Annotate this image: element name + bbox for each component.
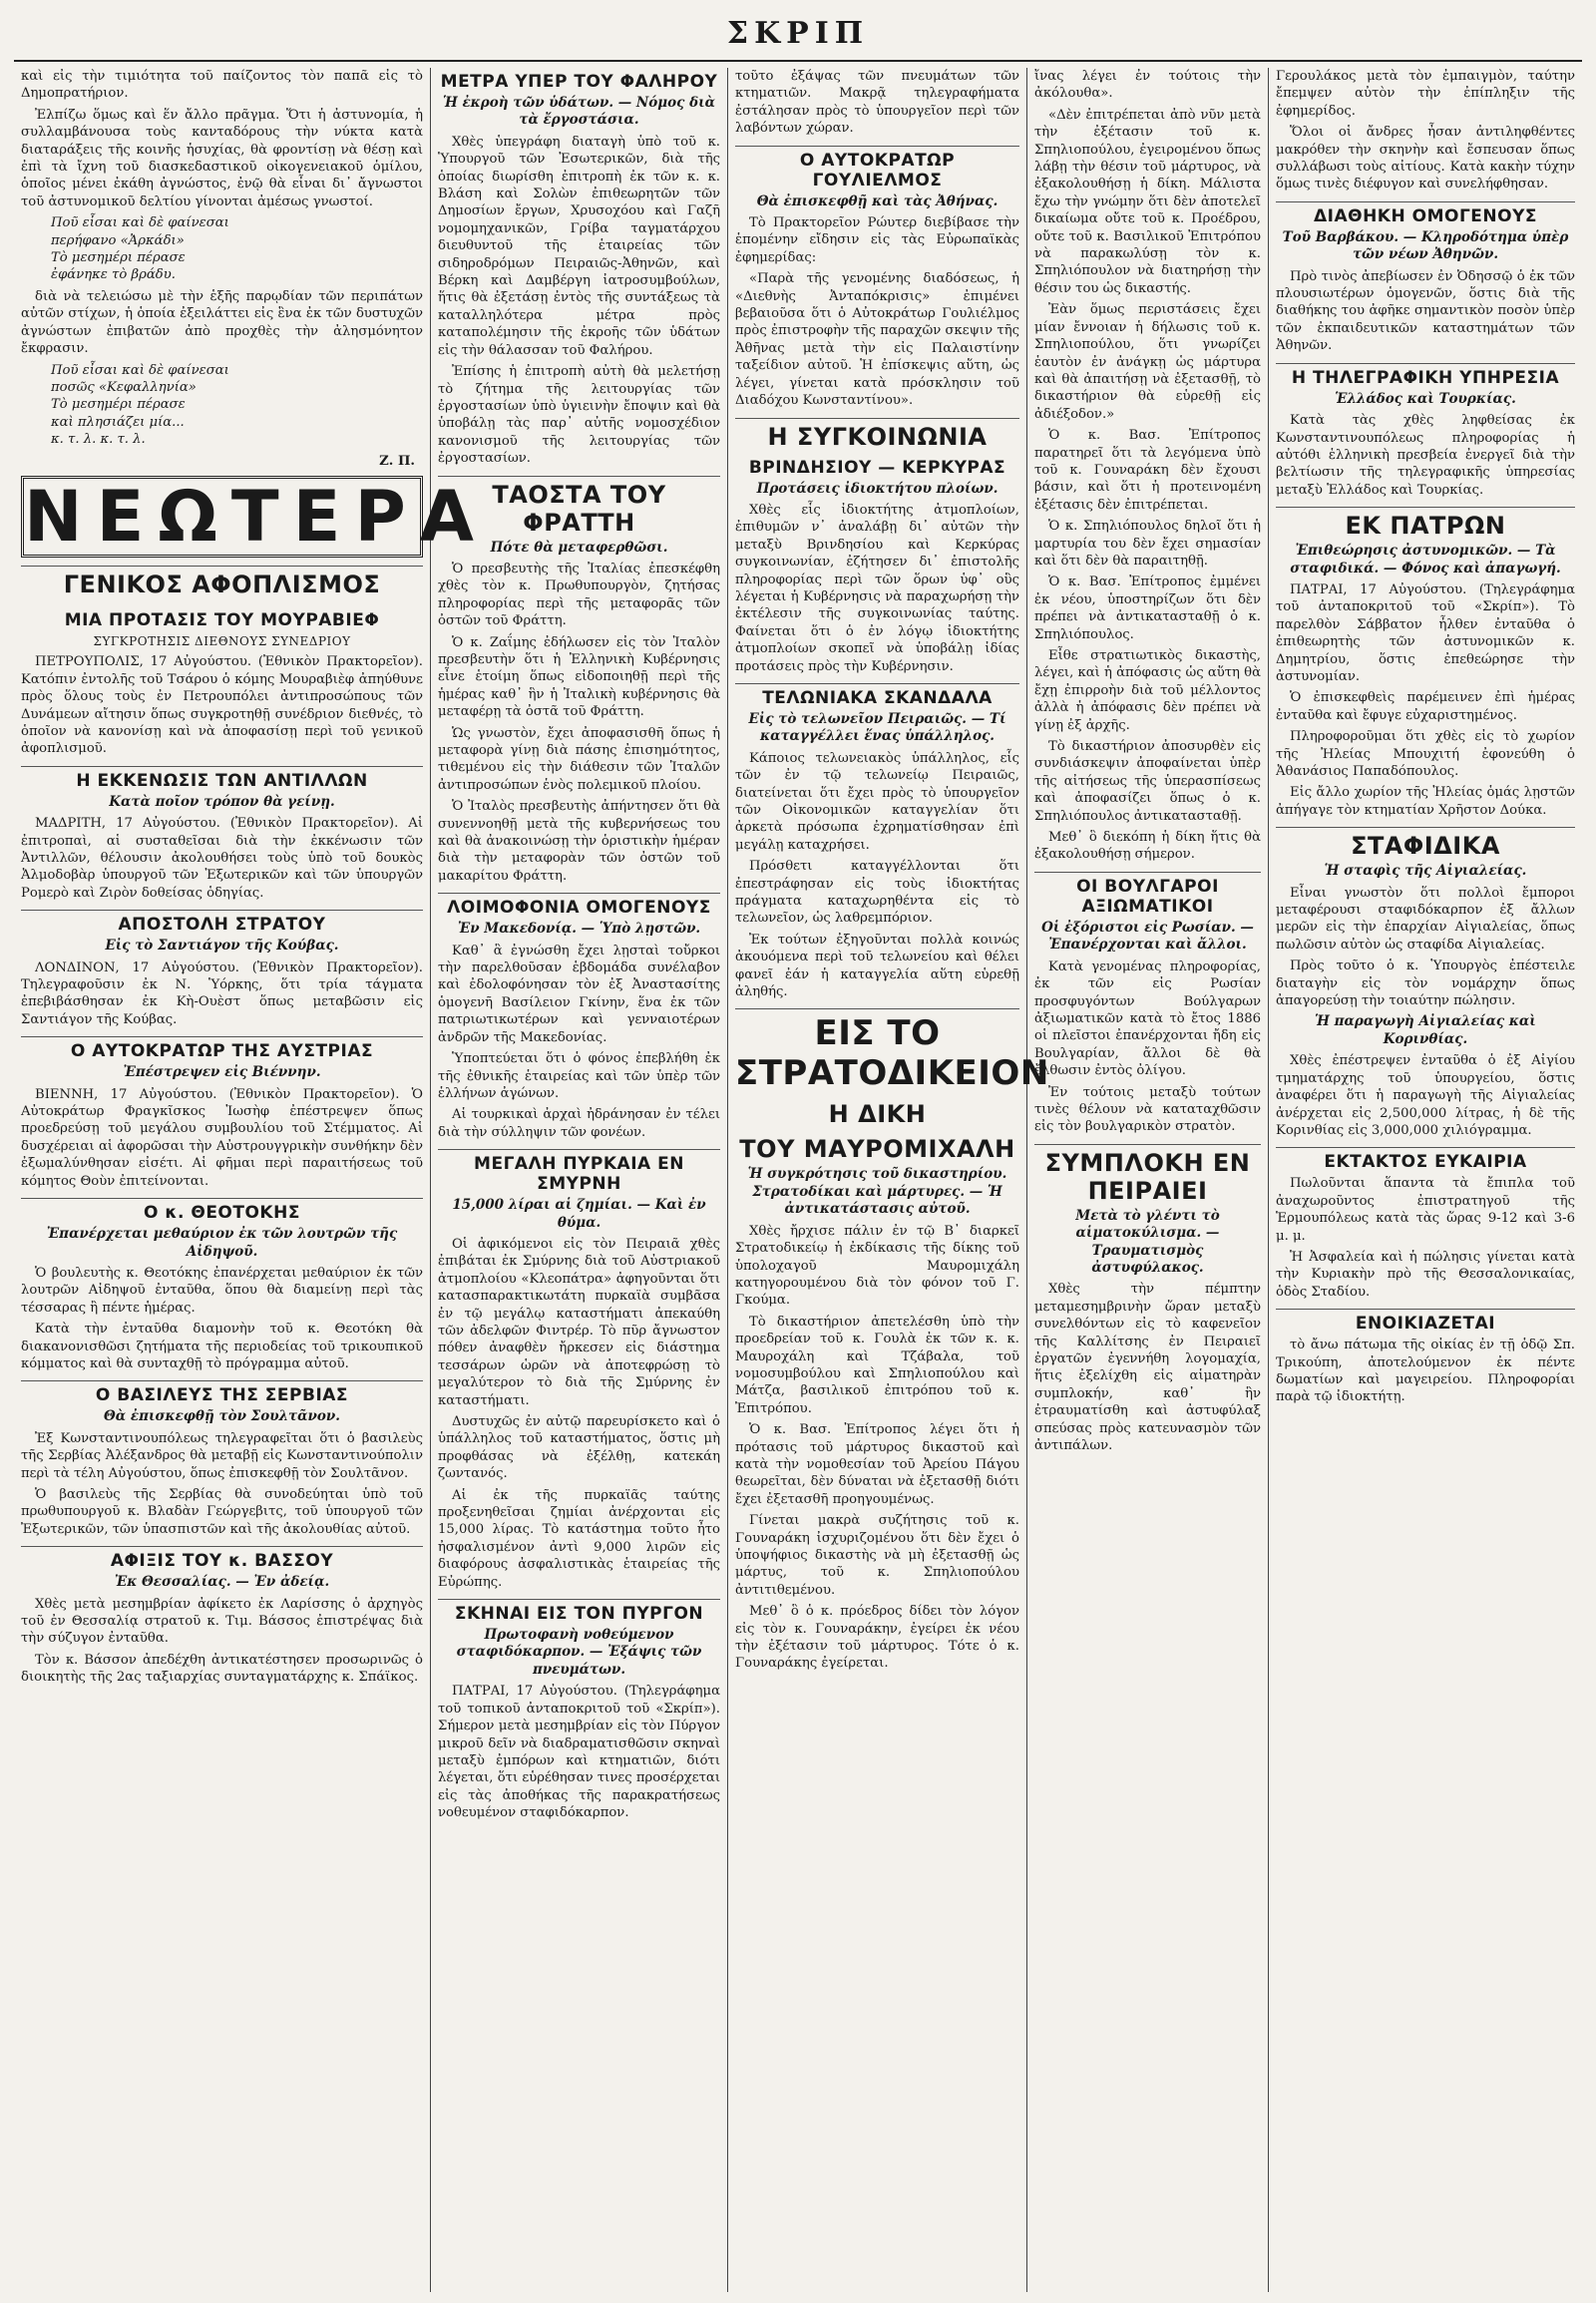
- headline: ΤΑΟΣΤΑ ΤΟΥ ΦΡΑΤΤΗ: [438, 476, 720, 537]
- headline: Η ΤΗΛΕΓΡΑΦΙΚΗ ΥΠΗΡΕΣΙΑ: [1276, 363, 1575, 388]
- article-text: Πληροφοροῦμαι ὅτι χθὲς εἰς τὸ χωρίον τῆς Ἠλείας Μπουχιτή ἐφονεύθη ὁ Ἀθανάσιος Παπαδόπουλος.: [1276, 729, 1575, 779]
- subheadline: Τοῦ Βαρβάκου. — Κληροδότημα ὑπὲρ τῶν νέων Ἀθηνῶν.: [1282, 228, 1569, 263]
- article-text: Καθ᾽ ἃ ἐγνώσθη ἔχει λῃσταὶ τοὔρκοι τὴν παρελθοῦσαν ἑβδομάδα συνέλαβον καὶ ἐδολοφόνησαν τὸν ἐξ Ἀναστασίτης ὁμογενῆ Βασίλειον Γκίνην, ἕνα ἐκ τῶν πατριωτικωτέρων καὶ γενναιοτέρων ἀνδρῶν τῆς Μακεδονίας.: [438, 943, 720, 1045]
- article-text: Ὁ κ. Βασ. Ἐπίτροπος ἐμμένει ἐκ νέου, ὑποστηρίζων ὅτι δὲν πρέπει νὰ ἀντικατασταθῇ ὁ κ. Σπηλιόπουλος.: [1034, 575, 1261, 642]
- column-2: [431, 68, 728, 2292]
- article-text: Ὁ ἐπισκεφθεὶς παρέμεινεν ἐπὶ ἡμέρας ἐνταῦθα καὶ ἔφυγε εὐχαριστημένος.: [1276, 690, 1575, 723]
- article-text: ΠΕΤΡΟΥΠΟΛΙΣ, 17 Αὐγούστου. (Ἐθνικὸν Πρακτορεῖον). Κατόπιν ἐντολῆς τοῦ Τσάρου ὁ κόμης Μουραβιὲφ ἀπηύθυνε πρὸς ὅλους τοὺς ἐν Πετρουπόλει ἀντιπροσώπους τῶν Δυνάμεων αἴτησιν ὅπως συγκροτηθῇ συνέδριον διεθνές, τὸ ὁποῖον νὰ κανονίσῃ καὶ νὰ ἀποφασίσῃ περὶ τοῦ γενικοῦ ἀφοπλισμοῦ.: [21, 654, 423, 757]
- headline: Η ΔΙΚΗ: [828, 1100, 927, 1129]
- article-text: ΠΑΤΡΑΙ, 17 Αὐγούστου. (Τηλεγράφημα τοῦ ἀνταποκριτοῦ τοῦ «Σκρίπ»). Τὸ παρελθὸν Σάββατον ἦλθεν ἐνταῦθα ὁ ἐπιθεωρητὴς τῶν ἀστυνομικῶν κ. Δημητρίου, ὅστις ἐπεθεώρησε τὴν ἀστυνομίαν.: [1276, 581, 1575, 684]
- signature: Ζ. Π.: [379, 453, 415, 469]
- subheadline: Πότε θὰ μεταφερθῶσι.: [490, 539, 668, 556]
- subheadline: Ἐπιθεώρησις ἀστυνομικῶν. — Τὰ σταφιδικά. — Φόνος καὶ ἀπαγωγή.: [1290, 543, 1561, 576]
- headline: ΕΝΟΙΚΙΑΖΕΤΑΙ: [1276, 1309, 1575, 1334]
- headline: ΔΙΑΘΗΚΗ ΟΜΟΓΕΝΟΥΣ: [1276, 201, 1575, 226]
- headline: ΟΙ ΒΟΥΛΓΑΡΟΙ ΑΞΙΩΜΑΤΙΚΟΙ: [1034, 872, 1261, 917]
- article-text: Ἐὰν ὅμως περιστάσεις ἔχει μίαν ἔννοιαν ἡ δήλωσις τοῦ κ. Σπηλιοπούλου, ὅτι γνωρίζει ἑαυτὸν ἐν ἀνάγκῃ ὡς μάρτυρα καὶ θὰ ἀπαιτήσῃ νὰ ἐξετασθῇ, τὸ δικαστήριον θὰ εὑρεθῇ εἰς ἀδιέξοδον.»: [1034, 302, 1261, 422]
- article-text: Χθὲς ἤρχισε πάλιν ἐν τῷ Β᾽ διαρκεῖ Στρατοδικείῳ ἡ ἐκδίκασις τῆς δίκης τοῦ ὑπολοχαγοῦ Μαυρομιχάλη κατηγορουμένου διὰ τὸν φόνον τοῦ Γ. Γκούμα.: [735, 1223, 1019, 1309]
- article-text: Χθὲς ἐπέστρεψεν ἐνταῦθα ὁ ἐξ Αἰγίου τμηματάρχης τοῦ ὑπουργείου, ὅστις ἀναφέρει ὅτι ἡ παραγωγὴ τῆς Αἰγιαλείας ἀνέρχεται εἰς 2,500,000 λίτρας, ἡ δὲ τῆς Κορινθίας εἰς 3,000,000 χιλιόγραμμα.: [1276, 1053, 1575, 1138]
- headline: ΜΕΤΡΑ ΥΠΕΡ ΤΟΥ ΦΑΛΗΡΟΥ: [440, 72, 718, 92]
- column-1: [14, 68, 488, 2292]
- column-4: [1027, 68, 1269, 2292]
- article-text: Μεθ᾽ ὃ διεκόπη ἡ δίκη ἥτις θὰ ἐξακολουθήσῃ σήμερον.: [1034, 830, 1261, 863]
- subheadline: 15,000 λίραι αἱ ζημίαι. — Καὶ ἐν θύμα.: [452, 1197, 706, 1231]
- article-text: Ὁ βουλευτὴς κ. Θεοτόκης ἐπανέρχεται μεθαύριον ἐκ τῶν λουτρῶν Αἰδηψοῦ ἐνταῦθα, ὅπου θὰ διαμείνῃ περὶ τὰς τέσσαρας ἢ πέντε ἡμέρας.: [21, 1265, 423, 1316]
- subheadline: Εἰς τὸ τελωνεῖον Πειραιῶς. — Τί καταγγέλλει ἕνας ὑπάλληλος.: [748, 710, 1006, 745]
- article-text: Ἡ Ἀσφαλεία καὶ ἡ πώλησις γίνεται κατὰ τὴν Κυριακὴν πρὸ τῆς Θεσσαλονικαίας, ὁδὸς Σταδίου.: [1276, 1249, 1575, 1300]
- article-text: Ἐκ τούτων ἐξηγοῦνται πολλὰ κοινώς ἀκουόμενα περὶ τοῦ τελωνείου καὶ θέλει φανεῖ ἐάν ἡ καταγγελία αὕτη εὑρεθῇ ἀληθής.: [735, 932, 1019, 1000]
- subheadline: Ἡ σταφὶς τῆς Αἰγιαλείας.: [1324, 863, 1527, 880]
- article-text: Ὁ πρεσβευτὴς τῆς Ἰταλίας ἐπεσκέφθη χθὲς τὸν κ. Πρωθυπουργὸν, ζητήσας πληροφορίας περὶ τῆς μεταφορᾶς τῶν ὀστῶν τοῦ Φράττη.: [438, 561, 720, 629]
- article-text: ἴνας λέγει ἐν τούτοις τὴν ἀκόλουθα».: [1034, 69, 1261, 102]
- subheadline: Εἰς τὸ Σαντιάγον τῆς Κούβας.: [105, 938, 339, 955]
- poem: [51, 214, 423, 284]
- article-text: Μεθ᾽ ὃ ὁ κ. πρόεδρος δίδει τὸν λόγον εἰς τὸν κ. Γουναράκην, ἐγείρει ἐκ νέου τὴν ἐξέτασιν τοῦ μάρτυρος. Τότε ὁ κ. Γουναράκης ἐγείρεται.: [735, 1604, 1019, 1672]
- article-text: Ἐξ Κωνσταντινουπόλεως τηλεγραφεῖται ὅτι ὁ βασιλεὺς τῆς Σερβίας Ἀλέξανδρος θὰ μεταβῇ εἰς Κωνσταντινούπολιν περὶ τὰ τέλη Αὐγούστου, ὅπως ἐπισκεφθῇ τὸν Σουλτᾶνον.: [21, 1430, 423, 1481]
- subheadline: ΣΥΓΚΡΟΤΗΣΙΣ ΔΙΕΘΝΟΥΣ ΣΥΝΕΔΡΙΟΥ: [93, 633, 351, 648]
- headline: ΤΕΛΩΝΙΑΚΑ ΣΚΑΝΔΑΛΑ: [735, 683, 1019, 708]
- article-text: Κατὰ γενομένας πληροφορίας, ἐκ τῶν εἰς Ρωσίαν προσφυγόντων Βούλγαρων ἀξιωματικῶν κατὰ τὸ ἔτος 1886 οἱ πλεῖστοι ἐπανέρχονται ἤδη εἰς Βουλγαρίαν, ἄλλοι δὲ θὰ ἔλθωσιν ἐντὸς ὀλίγου.: [1034, 959, 1261, 1079]
- subheadline: Ἡ παραγωγὴ Αἰγιαλείας καὶ Κορινθίας.: [1315, 1013, 1536, 1047]
- headline: ΕΙΣ ΤΟ ΣΤΡΑΤΟΔΙΚΕΙΟΝ: [735, 1008, 1019, 1093]
- article-text: Ἐν τούτοις μεταξὺ τούτων τινὲς θέλουν νὰ καταταχθῶσιν εἰς τὸν βουλγαρικὸν στρατὸν.: [1034, 1084, 1261, 1135]
- article-text: Δυστυχῶς ἐν αὐτῷ παρευρίσκετο καὶ ὁ ὑπάλληλος τοῦ καταστήματος, ὅστις μὴ προφθάσας νὰ ἐξέλθῃ, κατεκάη ζωντανός.: [438, 1414, 720, 1482]
- poem-line: ἐφάνηκε τὸ βράδυ.: [51, 267, 176, 283]
- article-text: ΒΙΕΝΝΗ, 17 Αὐγούστου. (Ἐθνικὸν Πρακτορεῖον). Ὁ Αὐτοκράτωρ Φραγκῖσκος Ἰωσὴφ ἐπέστρεψεν ὅπως προεδρεύσῃ τοῦ μεγάλου συμβουλίου τοῦ Στέμματος. Αἱ δυσχέρειαι αἱ ἀφορῶσαι τὴν Αὐστρουγγρικὴν συνθήκην δὲν ἐξωμαλύνθησαν εἰσέτι. Αἱ φῆμαι περὶ παραιτήσεως τοῦ κόμητος Θοὺν ἐπιτείνονται.: [21, 1086, 423, 1189]
- headline: ΕΚ ΠΑΤΡΩΝ: [1276, 507, 1575, 540]
- poem-line: ποσῶς «Κεφαλληνία»: [51, 379, 197, 395]
- headline: ΜΕΓΑΛΗ ΠΥΡΚΑΙΑ ΕΝ ΣΜΥΡΝΗ: [438, 1149, 720, 1194]
- article-text: Ὁ κ. Ζαΐμης ἐδήλωσεν εἰς τὸν Ἰταλὸν πρεσβευτὴν ὅτι ἡ Ἑλληνικὴ Κυβέρνησις εἶνε ἑτοίμη ὅπως εἰδοποιηθῇ περὶ τῆς ἡμέρας καθ᾽ ἣν ἡ Ἰταλικὴ κυβέρνησις θὰ μεταφέρῃ τὰ ὀστᾶ τοῦ Φράττη.: [438, 634, 720, 720]
- article-text: Ὅλοι οἱ ἄνδρες ἦσαν ἀντιληφθέντες μακρόθεν τὴν σκηνὴν καὶ ἔσπευσαν ὅπως συλλάβωσι τοὺς αἰτίους. Κατὰ κακὴν τύχην ὅμως τινὲς διέφυγον καὶ συνελήφθησαν.: [1276, 125, 1575, 192]
- subheadline: Ἐπανέρχεται μεθαύριον ἐκ τῶν λουτρῶν τῆς Αἰδηψοῦ.: [46, 1226, 398, 1260]
- poem-line: καὶ πλησιάζει μία...: [51, 414, 185, 430]
- column-5: [1269, 68, 1582, 2292]
- poem-line: περήφανο «Ἀρκάδι»: [51, 232, 185, 248]
- article-text: Ὁ βασιλεὺς τῆς Σερβίας θὰ συνοδεύηται ὑπὸ τοῦ πρωθυπουργοῦ κ. Βλαδὰν Γεώργεβιτς, τοῦ ὑπουργοῦ τῶν Ἐξωτερικῶν, τῶν ὑπασπιστῶν καὶ τῆς ἀκολουθίας αὐτοῦ.: [21, 1486, 423, 1537]
- headline: Ο κ. ΘΕΟΤΟΚΗΣ: [21, 1198, 423, 1223]
- headline: ΓΕΝΙΚΟΣ ΑΦΟΠΛΙΣΜΟΣ: [21, 566, 423, 598]
- article-text: Ἐπίσης ἡ ἐπιτροπὴ αὐτὴ θὰ μελετήσῃ τὸ ζήτημα τῆς λειτουργίας τῶν ἐργοστασίων ὑπὸ ὑγιεινὴν ἔποψιν καὶ θὰ ὑποβάλῃ τὰς παρ᾽ αὐτῆς νομοσχέδιον κανονισμοῦ τῆς λειτουργίας τῶν ἐργοστασίων.: [438, 364, 720, 467]
- article-text: Τὸ δικαστήριον ἀποσυρθὲν εἰς συνδιάσκεψιν ἀποφαίνεται ὑπὲρ τῆς αἰτήσεως τῆς ὑπερασπίσεως καὶ ἀποφασίζει ὅπως ὁ κ. Σπηλιόπουλος ἀντικατασταθῇ.: [1034, 739, 1261, 824]
- headline: ΛΟΙΜΟΦΟΝΙΑ ΟΜΟΓΕΝΟΥΣ: [438, 893, 720, 918]
- poem-line: Ποῦ εἶσαι καὶ δὲ φαίνεσαι: [51, 215, 229, 231]
- article-text: Γερουλάκος μετὰ τὸν ἐμπαιγμὸν, ταύτην ἔπεμψεν αὐτὸν τὴν ἐπίπληξιν τῆς ἐφημερίδος.: [1276, 69, 1575, 119]
- subheadline: Ἐν Μακεδονίᾳ. — Ὑπὸ λῃστῶν.: [457, 921, 701, 938]
- headline: Η ΣΥΓΚΟΙΝΩΝΙΑ: [735, 418, 1019, 451]
- headline: Η ΕΚΚΕΝΩΣΙΣ ΤΩΝ ΑΝΤΙΛΛΩΝ: [21, 766, 423, 791]
- poem-line: κ. τ. λ. κ. τ. λ.: [51, 432, 146, 448]
- article-text: Χθὲς εἷς ἰδιοκτήτης ἀτμοπλοίων, ἐπιθυμῶν ν᾽ ἀναλάβῃ δι᾽ αὐτῶν τὴν μεταξὺ Βρινδησίου καὶ Κερκύρας συγκοινωνίαν, ἐζήτησεν δι᾽ ἐπιστολῆς πληροφορίας περὶ τῶν ὅρων ὑφ᾽ οὓς λέγεται ἡ Κυβέρνησις νὰ παραχωρήσῃ τὴν ἐκτέλεσιν τῆς συγκοινωνίας ταύτης. Φαίνεται ὅτι ὁ ἐν λόγῳ ἰδιοκτήτης ἀτμοπλοίων σκοπεῖ νὰ ὑποβάλῃ ἰδίας προτάσεις πρὸς τὴν Κυβέρνησιν.: [735, 502, 1019, 674]
- headline: ΒΡΙΝΔΗΣΙΟΥ — ΚΕΡΚΥΡΑΣ: [748, 457, 1006, 478]
- subheadline: Ἐκ Θεσσαλίας. — Ἐν ἀδείᾳ.: [114, 1574, 330, 1591]
- article-text: Πρὸς τοῦτο ὁ κ. Ὑπουργὸς ἐπέστειλε διαταγὴν εἰς τὸν νομάρχην ὅπως ἀπαγορεύσῃ τὴν τοιαύτην πώλησιν.: [1276, 959, 1575, 1009]
- headline: ΣΥΜΠΛΟΚΗ ΕΝ ΠΕΙΡΑΙΕΙ: [1034, 1144, 1261, 1205]
- headline: ΤΟΥ ΜΑΥΡΟΜΙΧΑΛΗ: [739, 1135, 1015, 1164]
- article-text: τὸ ἄνω πάτωμα τῆς οἰκίας ἐν τῇ ὁδῷ Σπ. Τρικούπη, ἀποτελούμενον ἐκ πέντε δωματίων καὶ μαγειρείου. Πληροφορίαι παρὰ τῷ ἰδιοκτήτῃ.: [1276, 1338, 1575, 1405]
- masthead: [14, 14, 1582, 62]
- subheadline: Οἱ ἐξόριστοι εἰς Ρωσίαν. — Ἐπανέρχονται καὶ ἄλλοι.: [1041, 919, 1254, 954]
- article-text: Κάποιος τελωνειακὸς ὑπάλληλος, εἷς τῶν ἐν τῷ τελωνείῳ Πειραιῶς, διατείνεται ὅτι ἔχει πρὸς τὸ ὑπουργεῖον τῶν Οἰκονομικῶν καταγγελίαν ὅτι ἀρκετὰ πρόσωπα ἐχρηματίσθησαν ἐπὶ μεγάλῃ καταχρήσει.: [735, 750, 1019, 853]
- article-text: Ὁ Ἰταλὸς πρεσβευτὴς ἀπήντησεν ὅτι θὰ συνεννοηθῇ μετὰ τῆς κυβερνήσεως του καὶ θὰ ἀνακοινώσῃ τὴν ὁριστικὴν ἡμέραν διὰ τὴν μεταφορὰν τῶν ὀστῶν τοῦ μακαρίτου Φράττη.: [438, 799, 720, 884]
- subheadline: Μετὰ τὸ γλέντι τὸ αἱματοκύλισμα. — Τραυματισμὸς ἀστυφύλακος.: [1075, 1207, 1220, 1276]
- subheadline: Ἡ ἐκροὴ τῶν ὑδάτων. — Νόμος διὰ τὰ ἔργοστάσια.: [442, 95, 716, 129]
- subheadline: Ἑλλάδος καὶ Τουρκίας.: [1335, 390, 1516, 407]
- column-3: [728, 68, 1049, 2292]
- article-text: Πωλοῦνται ἅπαντα τὰ ἔπιπλα τοῦ ἀναχωροῦντος ἐπιστρατηγοῦ τῆς Ἑρμουπόλεως κατὰ τὰς ὥρας 9-12 καὶ 3-6 μ. μ.: [1276, 1176, 1575, 1244]
- headline: Ο ΑΥΤΟΚΡΑΤΩΡ ΓΟΥΛΙΕΛΜΟΣ: [735, 146, 1019, 191]
- subheadline: Ἐπέστρεψεν εἰς Βιέννην.: [123, 1064, 321, 1081]
- article-text: Χθὲς τὴν πέμπτην μεταμεσημβρινὴν ὥραν μεταξὺ συνελθόντων εἰς τὸ καφενεῖον τῆς Καλλίτσης ἐν Πειραιεῖ ἐργατῶν ἐγεννήθη λογομαχία, ἥτις ἐξελίχθη εἰς αἱματηρὰν συμπλοκήν, καθ᾽ ἣν ἐτραυματίσθη καὶ ἀστυφύλαξ σπεύσας πρὸς κατευνασμὸν τῶν ἀντιπάλων.: [1034, 1282, 1261, 1454]
- article-text: τοῦτο ἐξάψας τῶν πνευμάτων τῶν κτηματιῶν. Μακρᾷ τηλεγραφήματα ἐστάλησαν πρὸς τὸ ὑπουργεῖον περὶ τῶν λαβόντων χώραν.: [735, 69, 1019, 137]
- article-text: καὶ εἰς τὴν τιμιότητα τοῦ παίζοντος τὸν παπᾶ εἰς τὸ Δημοπρατήριον.: [21, 69, 423, 102]
- poem-line: Τὸ μεσημέρι πέρασε: [51, 397, 186, 413]
- subheadline: Πρωτοφανὴ νοθεύμενον σταφιδόκαρπον. — Ἐξάψις τῶν πνευμάτων.: [456, 1627, 702, 1678]
- article-text: Τὸ δικαστήριον ἀπετελέσθη ὑπὸ τὴν προεδρείαν τοῦ κ. Γουλὰ ἐκ τῶν κ. κ. Μαυροχάλη καὶ Τζάβαλα, τοῦ νομοσυμβούλου καὶ Σπηλιοπούλου καὶ Μάτζα, βασιλικοῦ ἐπιτρόπου τοῦ κ. Ἐπιτρόπου.: [735, 1314, 1019, 1416]
- headline: Ο ΑΥΤΟΚΡΑΤΩΡ ΤΗΣ ΑΥΣΤΡΙΑΣ: [21, 1036, 423, 1061]
- article-text: Ὁ κ. Βασ. Ἐπίτροπος λέγει ὅτι ἡ πρότασις τοῦ μάρτυρος δικαστοῦ καὶ κατὰ τὴν νομοθεσίαν τοῦ Ἀρείου Πάγου θεωρεῖται, δὲν δύναται νὰ ἐξετασθῇ διότι ἔχει ἐξετασθῆ προηγουμένως.: [735, 1422, 1019, 1507]
- article-text: Πρὸ τινὸς ἀπεβίωσεν ἐν Ὀδησσῷ ὁ ἐκ τῶν πλουσιωτέρων ὁμογενῶν, ὅστις διὰ τῆς διαθήκης του ἀφῆκε σημαντικὸν ποσὸν ὑπὲρ τῶν ἐκπαιδευτικῶν καταστημάτων τῶν Ἀθηνῶν.: [1276, 268, 1575, 354]
- article-text: «Παρὰ τῆς γενομένης διαδόσεως, ἡ «Διεθνὴς Ἀνταπόκρισις» ἐπιμένει βεβαιοῦσα ὅτι ὁ Αὐτοκράτωρ Γουλιέλμος πρὸς ἐπιστροφὴν τῆς παραχῶν σκεψιν τῆς Ἀθῆνας μετὰ τὴν εἰς Παλαιστίνην ταξείδιον αὐτοῦ. Ἡ ἐπίσκεψις αὕτη, ὡς λέγει, γίνεται κατὰ πρόσκλησιν τοῦ Διαδόχου Κωνσταντίνου».: [735, 271, 1019, 409]
- headline: ΣΤΑΦΙΔΙΚΑ: [1276, 827, 1575, 860]
- article-text: Εἰς ἄλλο χωρίον τῆς Ἠλείας ὁμάς λῃστῶν ἀπήγαγε τὸν κτηματίαν Χρῆστον Δούκα.: [1276, 785, 1575, 818]
- poem-line: Ποῦ εἶσαι καὶ δὲ φαίνεσαι: [51, 362, 229, 378]
- section-banner: ΝΕΩΤΕΡΑ: [21, 476, 423, 558]
- headline: ΑΦΙΞΙΣ ΤΟΥ κ. ΒΑΣΣΟΥ: [21, 1546, 423, 1571]
- article-text: Ὁ κ. Βασ. Ἐπίτροπος παρατηρεῖ ὅτι τὰ λεγόμενα ὑπὸ τοῦ κ. Γουναράκη δὲν ἔχουσι βάσιν, καὶ ὅτι ἡ προτεινομένη ἐξέτασις δὲν ἐπιτρέπεται.: [1034, 428, 1261, 513]
- poem-line: Τὸ μεσημέρι πέρασε: [51, 250, 186, 266]
- article-text: «Δὲν ἐπιτρέπεται ἀπὸ νῦν μετὰ τὴν ἐξέτασιν τοῦ κ. Σπηλιοπούλου, ἐγειρομένου ὅπως λάβῃ τὴν θέσιν τοῦ μάρτυρος, νὰ ἐξακολουθήσῃ ἡ δίκη. Μάλιστα ἔχω τὴν γνώμην ὅτι δὲν ἀποτελεῖ δικαίωμα οὔτε τοῦ κ. Προέδρου, οὔτε τοῦ κ. Βασιλικοῦ Ἐπιτρόπου νὰ παρακωλύσῃ τὸν κ. Σπηλιόπουλον νὰ διατηρήσῃ τὴν θέσιν του ὡς δικαστής.: [1034, 107, 1261, 296]
- masthead-title: ΣΚΡΙΠ: [726, 16, 870, 51]
- columns: [14, 68, 1582, 2292]
- article-text: Αἱ ἐκ τῆς πυρκαϊᾶς ταύτης προξενηθεῖσαι ζημίαι ἀνέρχονται εἰς 15,000 λίρας. Τὸ κατάστημα τοῦτο ἦτο ἠσφαλισμένον ἀντὶ 9,000 λιρῶν εἰς διαφόρους ἀσφαλιστικὰς ἑταιρείας τῆς Εὐρώπης.: [438, 1487, 720, 1590]
- article-text: Εἶθε στρατιωτικὸς δικαστὴς, λέγει, καὶ ἡ ἀπόφασις ὡς αὕτη θὰ ἔχῃ ἐπιρροὴν διὰ τοῦ μέλλοντος ἀλλὰ ἡ ἀπόφασις δὲν πρέπει νὰ γίνῃ ἐξ ἀρχῆς.: [1034, 648, 1261, 733]
- headline: ΕΚΤΑΚΤΟΣ ΕΥΚΑΙΡΙΑ: [1276, 1147, 1575, 1172]
- article-text: Γίνεται μακρὰ συζήτησις τοῦ κ. Γουναράκη ἰσχυριζομένου ὅτι δὲν ἔχει ὁ ὑποψήφιος δικαστὴς νὰ μὴ ἐξετασθῇ ὡς μάρτυς, τοῦ κ. Σπηλιοπούλου ἀντιτιθεμένου.: [735, 1513, 1019, 1598]
- subheadline: Κατὰ ποῖον τρόπον θὰ γείνῃ.: [109, 793, 335, 810]
- headline: ΜΙΑ ΠΡΟΤΑΣΙΣ ΤΟΥ ΜΟΥΡΑΒΙΕΦ: [64, 609, 380, 630]
- article-text: Ὁ κ. Σπηλιόπουλος δηλοῖ ὅτι ἡ μαρτυρία του δὲν ἔχει σημασίαν καὶ ὅτι δὲν θὰ παραιτηθῇ.: [1034, 519, 1261, 569]
- subheadline: Θὰ ἐπισκεφθῇ καὶ τὰς Ἀθήνας.: [756, 192, 998, 209]
- subheadline: Θὰ ἐπισκεφθῇ τὸν Σουλτᾶνον.: [104, 1408, 340, 1425]
- article-text: Κατὰ τὰς χθὲς ληφθείσας ἐκ Κωνσταντινουπόλεως πληροφορίας ἡ αὐτόθι ἑλληνικὴ πρεσβεία ἐνεργεῖ διὰ τὴν βελτίωσιν τῆς τηλεγραφικῆς ὑπηρεσίας μεταξὺ Ἑλλάδος καὶ Τουρκίας.: [1276, 413, 1575, 498]
- article-text: ΛΟΝΔΙΝΟΝ, 17 Αὐγούστου. (Ἐθνικὸν Πρακτορεῖον). Τηλεγραφοῦσιν ἐκ Ν. Ὑόρκης, ὅτι τρία τάγματα ἐπεβιβάσθησαν ἐκ Κὴ-Ουὲστ ὅπως μεταβῶσιν εἰς Σαντιάγον τῆς Κούβας.: [21, 960, 423, 1027]
- headline: Ο ΒΑΣΙΛΕΥΣ ΤΗΣ ΣΕΡΒΙΑΣ: [21, 1380, 423, 1405]
- article-text: Εἶναι γνωστὸν ὅτι πολλοὶ ἔμποροι μεταφέρουσι σταφιδόκαρπον ἐξ ἄλλων μερῶν εἰς τὴν ἐπαρχίαν Αἰγιαλείας, ὅπως πωλῶσιν αὐτὸν ὡς σταφίδα Αἰγιαλείας.: [1276, 885, 1575, 953]
- article-text: Χθὲς μετὰ μεσημβρίαν ἀφίκετο ἐκ Λαρίσσης ὁ ἀρχηγὸς τοῦ ἐν Θεσσαλίᾳ στρατοῦ κ. Τιμ. Βάσσος ἐπιστρέψας διὰ τὴν σύζυγον ἐνταῦθα.: [21, 1596, 423, 1647]
- subheadline: Ἡ συγκρότησις τοῦ δικαστηρίου. Στρατοδίκαι καὶ μάρτυρες. — Ἡ ἀντικατάστασις αὐτοῦ.: [747, 1166, 1007, 1218]
- article-text: Πρόσθετι καταγγέλλονται ὅτι ἐπεστράφησαν εἰς τοὺς ἰδιοκτήτας πράγματα καταχωρηθέντα εἰς τὸ τελωνεῖον, ὡς λαθρεμπόριον.: [735, 859, 1019, 927]
- article-text: ΠΑΤΡΑΙ, 17 Αὐγούστου. (Τηλεγράφημα τοῦ τοπικοῦ ἀνταποκριτοῦ τοῦ «Σκρίπ»). Σήμερον μετὰ μεσημβρίαν εἰς τὸν Πύργον μικροῦ δεῖν νὰ διαδραματισθῶσιν σκηναὶ μεταξὺ ἐμπόρων καὶ κτηματιῶν, διότι λέγεται, ὅτι εὑρέθησαν τινες προσέρχεται εἰς τὰς ἀποθήκας τῆς παρακρατήσεως νοθευμένον σταφιδόκαρπον.: [438, 1684, 720, 1821]
- headline: ΣΚΗΝΑΙ ΕΙΣ ΤΟΝ ΠΥΡΓΟΝ: [438, 1599, 720, 1624]
- poem: [51, 362, 423, 449]
- article-text: ΜΑΔΡΙΤΗ, 17 Αὐγούστου. (Ἐθνικὸν Πρακτορεῖον). Αἱ ἐπιτροπαὶ, αἱ συσταθεῖσαι διὰ τὴν ἐκκένωσιν τῶν Ἀντιλλῶν, θέλουσιν ἀκολουθήσει τοὺς ὑπὸ τοῦ δουκὸς Ἀλμοδοβὰρ ὑπουργοῦ τῶν Ἐξωτερικῶν καὶ τῶν ὑπουργῶν Ρομερὸ καὶ Ζιρὸν δοθείσας ὁδηγίας.: [21, 816, 423, 901]
- article-text: Ὑποπτεύεται ὅτι ὁ φόνος ἐπεβλήθη ἐκ τῆς ἐθνικῆς ἑταιρείας καὶ τῶν ὑπὲρ τῶν ἑλλήνων ἀγώνων.: [438, 1051, 720, 1101]
- headline: ΑΠΟΣΤΟΛΗ ΣΤΡΑΤΟΥ: [21, 910, 423, 935]
- article-text: Τὸ Πρακτορεῖον Ρώυτερ διεβίβασε τὴν ἑπομένην εἴδησιν εἰς τὰς Εὐρωπαϊκὰς ἐφημερίδας:: [735, 215, 1019, 265]
- article-text: Ὡς γνωστὸν, ἔχει ἀποφασισθῆ ὅπως ἡ μεταφορὰ γίνῃ διὰ πάσης ἐπισημότητος, τιθεμένου εἰς τὴν διάθεσιν τῶν Ἰταλῶν ἀντιπροσώπων ἑνὸς πολεμικοῦ πλοίου.: [438, 725, 720, 793]
- article-text: Αἱ τουρκικαὶ ἀρχαὶ ἠδράνησαν ἐν τέλει διὰ τὴν σύλληψιν τῶν φονέων.: [438, 1107, 720, 1140]
- article-text: διὰ νὰ τελειώσω μὲ τὴν ἑξῆς παρῳδίαν τῶν περιπάτων αὐτῶν στίχων, ἡ ὁποία ἐξειλάττει εἰς ἓνα ἐκ τῶν δυστυχῶν ἀγνώστων ἐπιβατῶν ἀπὸ προχθὲς τὴν ἀλησμόνητον ἔκφρασιν.: [21, 288, 423, 357]
- article-text: Οἱ ἀφικόμενοι εἰς τὸν Πειραιᾶ χθὲς ἐπιβάται ἐκ Σμύρνης διὰ τοῦ Αὐστριακοῦ ἀτμοπλοίου «Κλεοπάτρα» ἀφηγοῦνται ὅτι κατασπαρακτικωτάτη πυρκαϊὰ συμβᾶσα ἐν τῷ μεγάλῳ καταστήματι ἀπεκαύθη τῶν ἀδελφῶν Φιντρέρ. Τὸ πῦρ ἄγνωστον πόθεν ἀναφθὲν ἤρκεσεν εἰς διάστημα τεσσάρων ὡρῶν νὰ ἀποτεφρώσῃ τὸ μεγαλύτερον τὸ διὰ τῆς Σμύρνης ἐν καταστήματι.: [438, 1236, 720, 1408]
- subheadline: Προτάσεις ἰδιοκτήτου πλοίων.: [756, 480, 998, 497]
- article-text: Ἐλπίζω ὅμως καὶ ἕν ἄλλο πρᾶγμα. Ὅτι ἡ ἀστυνομία, ἡ συλλαμβάνουσα τοὺς κανταδόρους τὴν νύκτα κατὰ διαταράξεις τῆς κοινῆς ἡσυχίας, θὰ φροντίσῃ νὰ θέσῃ καὶ ἐπὶ τὰ ἴχνη τοῦ διασκεδαστικοῦ οἰκογενειακοῦ ὁμίλου, ὁποῖος μένει ἐκάθη ἀγνώστος, ἐνῷ θὰ εἶναι δι᾽ ἄγνωστοι τοῦ ἀστυνομικοῦ δελτίου γίνονται ἀμέσως γνωστοί.: [21, 107, 423, 209]
- article-text: Κατὰ τὴν ἐνταῦθα διαμονὴν τοῦ κ. Θεοτόκη θὰ διακανονισθῶσι ζητήματα τῆς περιοδείας τοῦ τρικουπικοῦ κόμματος καὶ θὰ συνταχθῇ τὸ πρόγραμμα αὐτοῦ.: [21, 1322, 423, 1371]
- article-text: Τὸν κ. Βάσσον ἀπεδέχθη ἀντικατέστησεν προσωρινῶς ὁ διοικητὴς τῆς 2ας ταξιαρχίας συνταγματάρχης κ. Σπάϊκος.: [21, 1652, 423, 1686]
- article-text: Χθὲς ὑπεγράφη διαταγὴ ὑπὸ τοῦ κ. Ὑπουργοῦ τῶν Ἐσωτερικῶν, διὰ τῆς ὁποίας διωρίσθη ἐπιτροπὴ ἐκ τῶν κ. κ. Βλάση καὶ Σολὼν ἐπιθεωρητῶν τῶν Δημοσίων ἔργων, Χρυσοχόου καὶ Γαζῆ νομομηχανικῶν, Γρίβα ταγματάρχου διευθυντοῦ τῆς ἑταιρείας τῶν σιδηροδρόμων Πειραιῶς-Ἀθηνῶν, καὶ Βέρκη καὶ Δαμβέργη ἰατροσυμβούλων, ἥτις θὰ ἐξετάσῃ ἐντὸς τῆς συντάξεως τὰ καταλληλότερα μέτρα πρὸς καταπολέμησιν τῆς ἐκροῆς τῶν ὑδάτων εἰς τὴν θάλασσαν τοῦ Φαλήρου.: [438, 134, 720, 358]
